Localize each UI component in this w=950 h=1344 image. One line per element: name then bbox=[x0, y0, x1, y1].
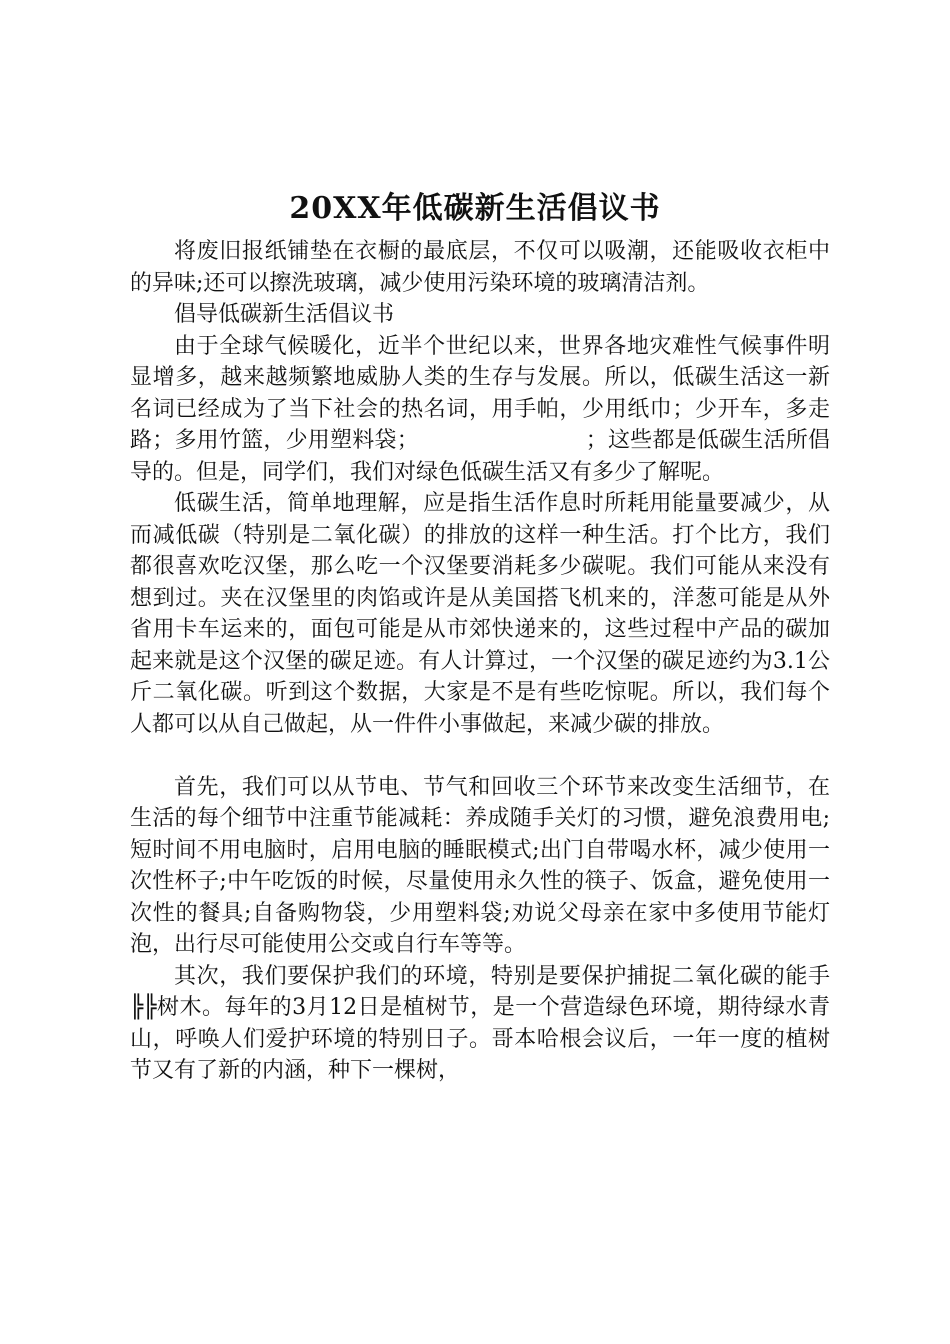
paragraph-climate-intro: 由于全球气候暖化，近半个世纪以来，世界各地灾难性气候事件明显增多，越来越频繁地威胁人类的生存与发展。所以，低碳生活这一新名词已经成为了当下社会的热名词，用手帕，少用纸巾；少开车，多走路；多用竹篮，少用塑料袋； ；这些都是低碳生活所倡导的。但是，同学们，我们对绿色低碳生活又有多少了解呢。 bbox=[130, 333, 830, 485]
paragraph-spacer bbox=[130, 740, 830, 772]
paragraph-first-energy-saving: 首先，我们可以从节电、节气和回收三个环节来改变生活细节，在生活的每个细节中注重节能减耗：养成随手关灯的习惯，避免浪费用电;短时间不用电脑时，启用电脑的睡眠模式;出门自带喝水杯，减少使用一次性杯子;中午吃饭的时候，尽量使用永久性的筷子、饭盒，避免使用一次性的餐具;自备购物袋，少用塑料袋;劝说父母亲在家中多使用节能灯泡，出行尽可能使用公交或自行车等等。 bbox=[130, 774, 830, 957]
document-title: 20XX年低碳新生活倡议书 bbox=[289, 191, 661, 226]
document-body bbox=[130, 236, 830, 1087]
paragraph-second-protect-trees: 其次，我们要保护我们的环境，特别是要保护捕捉二氧化碳的能手╠╠树木。每年的3月12日是植树节，是一个营造绿色环境，期待绿水青山，呼唤人们爱护环境的特别日子。哥本哈根会议后，一年一度的植树节又有了新的内涵，种下一棵树， bbox=[130, 963, 830, 1083]
paragraph-subheading: 倡导低碳新生活倡议书 bbox=[174, 302, 395, 327]
paragraph-low-carbon-definition: 低碳生活，简单地理解，应是指生活作息时所耗用能量要减少，从而减低碳（特别是二氧化碳）的排放的这样一种生活。打个比方，我们都很喜欢吃汉堡，那么吃一个汉堡要消耗多少碳呢。我们可能从来没有想到过。夹在汉堡里的肉馅或许是从美国搭飞机来的，洋葱可能是从外省用卡车运来的，面包可能是从市郊快递来的，这些过程中产品的碳加起来就是这个汉堡的碳足迹。有人计算过，一个汉堡的碳足迹约为3.1公斤二氧化碳。听到这个数据，大家是不是有些吃惊呢。所以，我们每个人都可以从自己做起，从一件件小事做起，来减少碳的排放。 bbox=[130, 491, 830, 737]
paragraph-newspaper-tip: 将废旧报纸铺垫在衣橱的最底层，不仅可以吸潮，还能吸收衣柜中的异味;还可以擦洗玻璃，减少使用污染环境的玻璃清洁剂。 bbox=[130, 239, 830, 296]
